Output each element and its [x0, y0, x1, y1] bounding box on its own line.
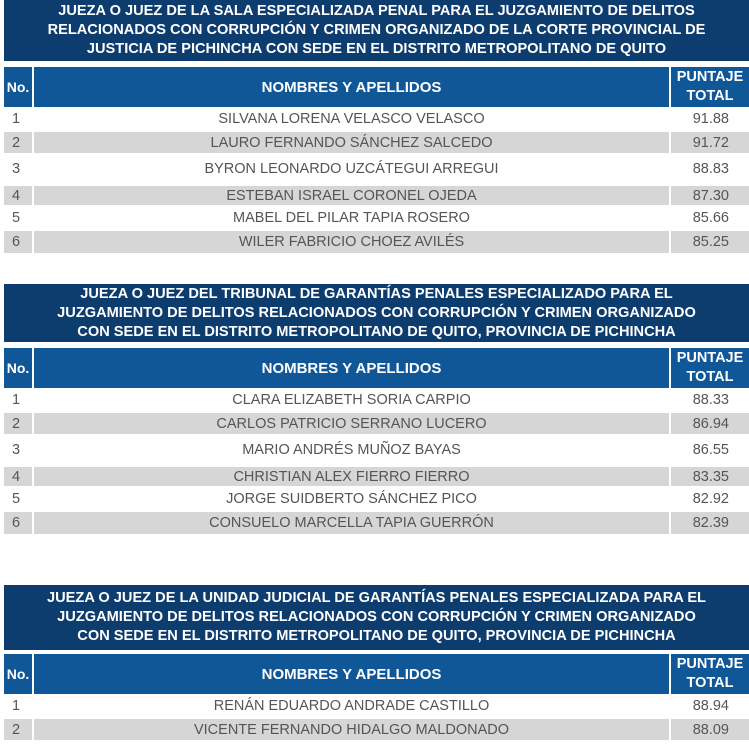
row-score: 88.09: [671, 719, 749, 740]
title-line: JUEZA O JUEZ DEL TRIBUNAL DE GARANTÍAS PENALES ESPECIALIZADO PARA EL: [80, 285, 673, 302]
title-line: RELACIONADOS CON CORRUPCIÓN Y CRIMEN ORGANIZADO DE LA CORTE PROVINCIAL DE: [47, 22, 706, 38]
header-score: [671, 67, 749, 107]
table-row: [4, 413, 749, 434]
table-row: [4, 512, 749, 534]
row-score: 86.94: [671, 413, 749, 434]
row-no: 6: [4, 512, 32, 534]
row-no: 3: [4, 155, 32, 183]
row-no: 2: [4, 413, 32, 434]
row-score: 88.94: [671, 695, 749, 717]
row-no: 1: [4, 389, 32, 411]
header-score-line2: TOTAL: [686, 675, 734, 691]
row-name: CLARA ELIZABETH SORIA CARPIO: [34, 389, 669, 411]
table-header: [4, 348, 749, 388]
row-score: 91.72: [671, 132, 749, 153]
row-no: 1: [4, 695, 32, 717]
row-name: CARLOS PATRICIO SERRANO LUCERO: [34, 413, 669, 434]
row-score: 87.30: [671, 186, 749, 205]
header-score-line2: TOTAL: [686, 88, 734, 104]
header-name: NOMBRES Y APELLIDOS: [34, 654, 669, 694]
row-name: CONSUELO MARCELLA TAPIA GUERRÓN: [34, 512, 669, 534]
row-no: 4: [4, 467, 32, 486]
row-no: 4: [4, 186, 32, 205]
row-name: MABEL DEL PILAR TAPIA ROSERO: [34, 207, 669, 228]
table-row: [4, 719, 749, 740]
row-no: 2: [4, 719, 32, 740]
row-name: VICENTE FERNANDO HIDALGO MALDONADO: [34, 719, 669, 740]
table-row: [4, 695, 749, 717]
row-no: 5: [4, 207, 32, 228]
row-no: 1: [4, 108, 32, 130]
section-title: [4, 585, 749, 650]
title-line: JUSTICIA DE PICHINCHA CON SEDE EN EL DISTRITO METROPOLITANO DE QUITO: [86, 41, 667, 57]
row-name: WILER FABRICIO CHOEZ AVILÉS: [34, 231, 669, 253]
row-name: ESTEBAN ISRAEL CORONEL OJEDA: [34, 186, 669, 205]
table-row: [4, 488, 749, 509]
table-header: [4, 654, 749, 694]
header-name: NOMBRES Y APELLIDOS: [34, 348, 669, 388]
header-no: No.: [4, 67, 32, 107]
row-no: 5: [4, 488, 32, 509]
section-title: [4, 284, 749, 342]
row-name: SILVANA LORENA VELASCO VELASCO: [34, 108, 669, 130]
table-row: [4, 231, 749, 253]
section-title: [4, 0, 749, 61]
row-score: 88.83: [671, 155, 749, 183]
row-name: CHRISTIAN ALEX FIERRO FIERRO: [34, 467, 669, 486]
row-score: 82.92: [671, 488, 749, 509]
title-line: JUEZA O JUEZ DE LA SALA ESPECIALIZADA PENAL PARA EL JUZGAMIENTO DE DELITOS: [58, 3, 695, 19]
title-line: CON SEDE EN EL DISTRITO METROPOLITANO DE QUITO, PROVINCIA DE PICHINCHA: [77, 323, 676, 340]
row-score: 86.55: [671, 436, 749, 464]
header-name: NOMBRES Y APELLIDOS: [34, 67, 669, 107]
table-row: [4, 467, 749, 486]
row-name: RENÁN EDUARDO ANDRADE CASTILLO: [34, 695, 669, 717]
ranking-section-1: [4, 0, 749, 253]
header-score-line1: PUNTAJE: [676, 656, 744, 672]
table-row: [4, 436, 749, 464]
header-score-line1: PUNTAJE: [676, 69, 744, 85]
header-score-line2: TOTAL: [686, 369, 734, 385]
table-row: [4, 389, 749, 411]
ranking-section-2: [4, 284, 749, 534]
header-no: No.: [4, 348, 32, 388]
row-score: 91.88: [671, 108, 749, 130]
title-line: CON SEDE EN EL DISTRITO METROPOLITANO DE QUITO, PROVINCIA DE PICHINCHA: [77, 628, 676, 644]
title-line: JUZGAMIENTO DE DELITOS RELACIONADOS CON CORRUPCIÓN Y CRIMEN ORGANIZADO: [57, 304, 696, 321]
table-row: [4, 207, 749, 228]
row-no: 6: [4, 231, 32, 253]
table-row: [4, 132, 749, 153]
title-line: JUZGAMIENTO DE DELITOS RELACIONADOS CON CORRUPCIÓN Y CRIMEN ORGANIZADO: [57, 609, 696, 625]
row-name: MARIO ANDRÉS MUÑOZ BAYAS: [34, 436, 669, 464]
table-row: [4, 186, 749, 205]
row-score: 83.35: [671, 467, 749, 486]
table-row: [4, 108, 749, 130]
row-no: 2: [4, 132, 32, 153]
header-score-line1: PUNTAJE: [676, 350, 744, 366]
header-no: No.: [4, 654, 32, 694]
row-name: LAURO FERNANDO SÁNCHEZ SALCEDO: [34, 132, 669, 153]
row-score: 82.39: [671, 512, 749, 534]
row-name: BYRON LEONARDO UZCÁTEGUI ARREGUI: [34, 155, 669, 183]
row-name: JORGE SUIDBERTO SÁNCHEZ PICO: [34, 488, 669, 509]
table-row: [4, 155, 749, 183]
row-score: 88.33: [671, 389, 749, 411]
row-no: 3: [4, 436, 32, 464]
header-score: [671, 654, 749, 694]
ranking-section-3: [4, 585, 749, 740]
table-header: [4, 67, 749, 107]
row-score: 85.66: [671, 207, 749, 228]
title-line: JUEZA O JUEZ DE LA UNIDAD JUDICIAL DE GARANTÍAS PENALES ESPECIALIZADA PARA EL: [47, 590, 706, 606]
header-score: [671, 348, 749, 388]
row-score: 85.25: [671, 231, 749, 253]
